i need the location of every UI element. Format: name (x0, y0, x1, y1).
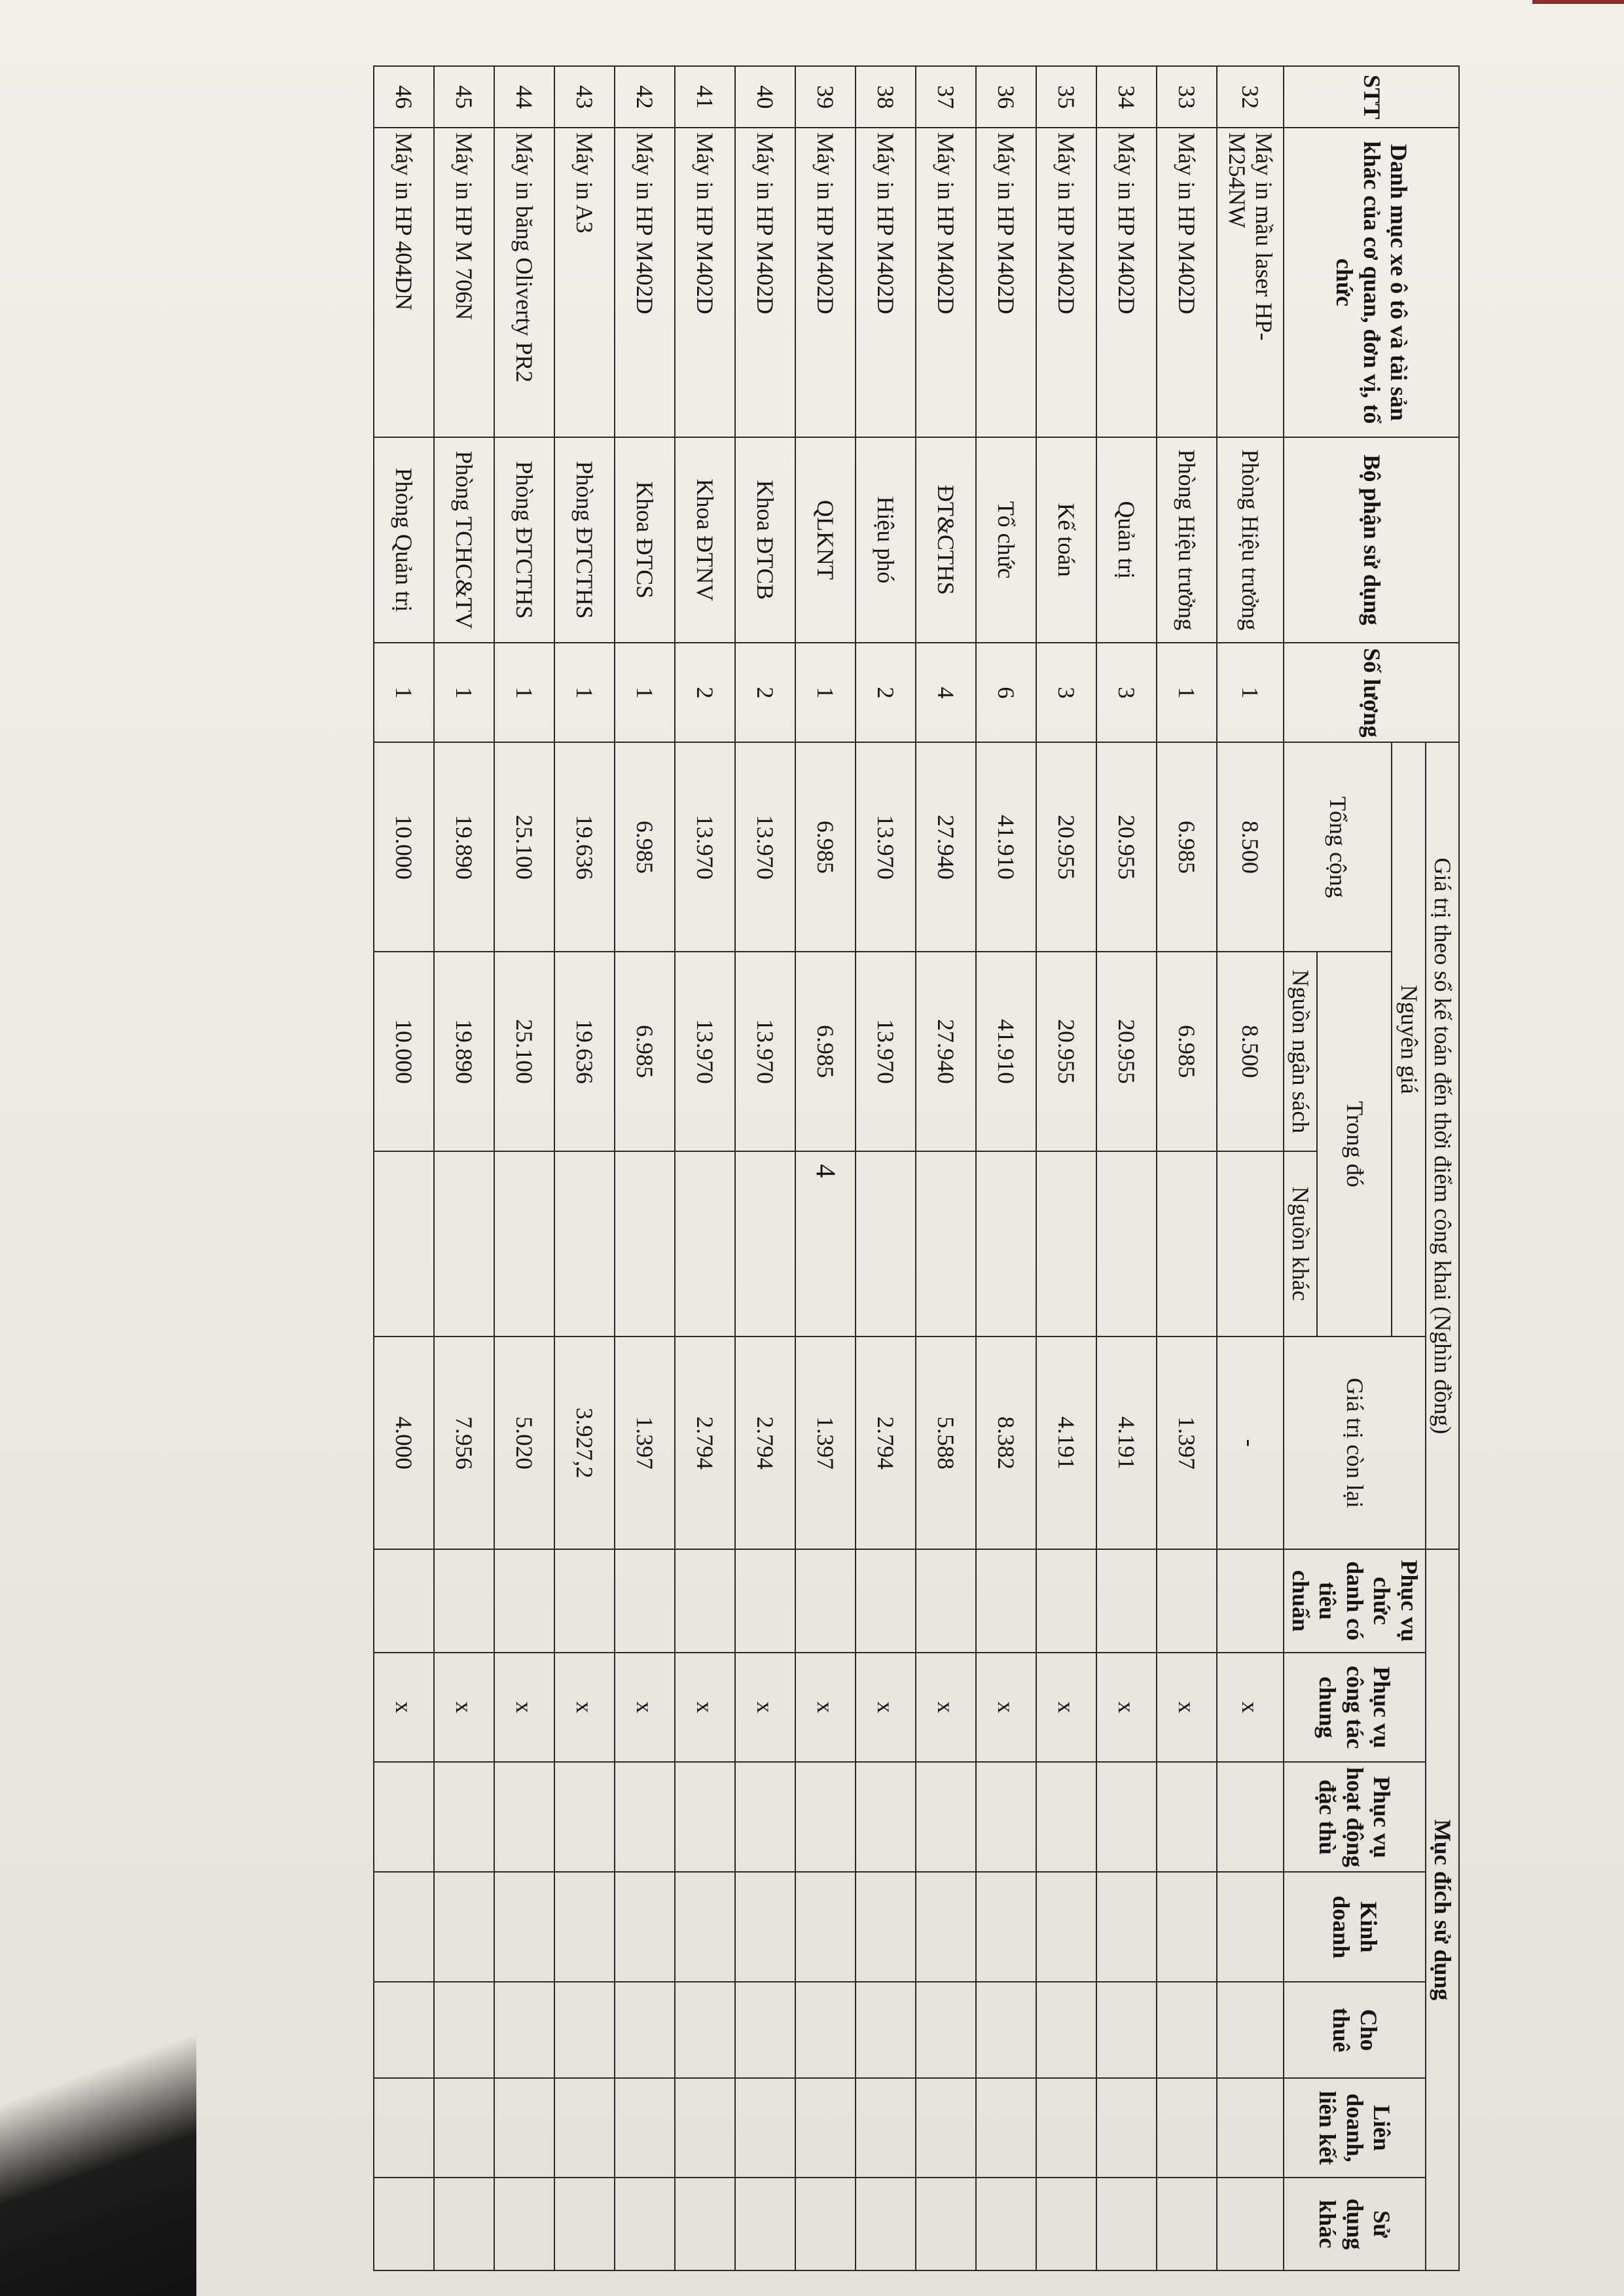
cell-quantity: 3 (1096, 643, 1157, 742)
cell-budget: 6.985 (615, 952, 675, 1151)
cell-other-source (795, 1151, 856, 1336)
cell-asset-name: Máy in HP M402D (675, 128, 735, 437)
cell-purpose-title (615, 1549, 675, 1652)
table-row (615, 66, 675, 2270)
cell-other-source (1217, 1151, 1284, 1336)
cell-purpose-title (494, 1549, 554, 1652)
cell-quantity: 6 (976, 643, 1036, 742)
cell-purpose-title (856, 1549, 916, 1652)
header-of-which: Trong đó (1317, 952, 1392, 1336)
cell-asset-name: Máy in HP M402D (1157, 128, 1217, 437)
cell-other-source (976, 1151, 1036, 1336)
cell-quantity: 1 (554, 643, 615, 742)
cell-quantity: 1 (374, 643, 434, 742)
cell-quantity: 1 (615, 643, 675, 742)
cell-other-source (675, 1151, 735, 1336)
cell-stt: 45 (434, 66, 494, 128)
cell-other-source (1096, 1151, 1157, 1336)
table-row (434, 66, 494, 2270)
header-purpose-lease: Cho thuê (1284, 1982, 1426, 2078)
header-purpose-title: Phục vụ chức danh có tiêu chuẩn (1284, 1549, 1426, 1652)
cell-quantity: 1 (1217, 643, 1284, 742)
cell-remaining: 1.397 (795, 1336, 856, 1549)
cell-department: Phòng ĐTCTHS (494, 437, 554, 643)
cell-purpose-general: x (1096, 1653, 1157, 1763)
cell-stt: 43 (554, 66, 615, 128)
table-row (374, 66, 434, 2270)
cell-remaining: 1.397 (615, 1336, 675, 1549)
cell-remaining: 8.382 (976, 1336, 1036, 1549)
cell-other-source (554, 1151, 615, 1336)
cell-purpose-title (795, 1549, 856, 1652)
header-purpose-general: Phục vụ công tác chung (1284, 1653, 1426, 1763)
cell-asset-name: Máy in HP M402D (1096, 128, 1157, 437)
cell-quantity: 2 (675, 643, 735, 742)
table-row (856, 66, 916, 2270)
header-department: Bộ phận sử dụng (1284, 437, 1459, 643)
cell-stt: 35 (1036, 66, 1096, 128)
header-purpose-business: Kinh doanh (1284, 1872, 1426, 1982)
binder-edge (1532, 0, 1624, 4)
cell-stt: 46 (374, 66, 434, 128)
header-stt: STT (1284, 66, 1459, 128)
cell-quantity: 3 (1036, 643, 1096, 742)
table-row (1096, 66, 1157, 2270)
cell-purpose-title (374, 1549, 434, 1652)
cell-asset-name: Máy in HP M 706N (434, 128, 494, 437)
cell-purpose-general: x (735, 1653, 795, 1763)
cell-purpose-title (1157, 1549, 1217, 1652)
cell-quantity: 1 (434, 643, 494, 742)
cell-budget: 27.940 (916, 952, 976, 1151)
cell-asset-name: Máy in HP 404DN (374, 128, 434, 437)
header-remaining-value: Giá trị còn lại (1284, 1336, 1426, 1549)
cell-stt: 38 (856, 66, 916, 128)
header-total: Tổng cộng (1284, 742, 1392, 952)
cell-purpose-general: x (494, 1653, 554, 1763)
cell-remaining: 1.397 (1157, 1336, 1217, 1549)
header-original-cost: Nguyên giá (1392, 742, 1425, 1336)
cell-remaining: 7.956 (434, 1336, 494, 1549)
cell-remaining: 4.191 (1036, 1336, 1096, 1549)
cell-stt: 44 (494, 66, 554, 128)
cell-total: 10.000 (374, 742, 434, 952)
table-row (1217, 66, 1284, 2270)
cell-asset-name: Máy in HP M402D (916, 128, 976, 437)
cell-purpose-title (1036, 1549, 1096, 1652)
table-row (916, 66, 976, 2270)
cell-remaining: 5.020 (494, 1336, 554, 1549)
table-row (976, 66, 1036, 2270)
cell-total: 13.970 (735, 742, 795, 952)
cell-asset-name: Máy in mầu laser HP-M254NW (1217, 128, 1284, 437)
cell-other-source (856, 1151, 916, 1336)
cell-total: 19.890 (434, 742, 494, 952)
table-row (1157, 66, 1217, 2270)
cell-department: ĐT&CTHS (916, 437, 976, 643)
cell-asset-name: Máy in HP M402D (735, 128, 795, 437)
cell-purpose-general: x (1036, 1653, 1096, 1763)
cell-asset-name: Máy in HP M402D (615, 128, 675, 437)
cell-department: Phòng ĐTCTHS (554, 437, 615, 643)
cell-purpose-general: x (1217, 1653, 1284, 1763)
cell-department: Khoa ĐTNV (675, 437, 735, 643)
cell-stt: 36 (976, 66, 1036, 128)
cell-remaining: 2.794 (856, 1336, 916, 1549)
cell-remaining: 5.588 (916, 1336, 976, 1549)
cell-department: Phòng Hiệu trưởng (1157, 437, 1217, 643)
cell-total: 20.955 (1096, 742, 1157, 952)
cell-stt: 39 (795, 66, 856, 128)
header-quantity: Số lượng (1284, 643, 1459, 742)
cell-stt: 32 (1217, 66, 1284, 128)
cell-department: Quản trị (1096, 437, 1157, 643)
cell-department: Kế toán (1036, 437, 1096, 643)
cell-total: 20.955 (1036, 742, 1096, 952)
cell-budget: 6.985 (795, 952, 856, 1151)
cell-budget: 41.910 (976, 952, 1036, 1151)
cell-purpose-title (675, 1549, 735, 1652)
cell-budget: 8.500 (1217, 952, 1284, 1151)
cell-asset-name: Máy in HP M402D (1036, 128, 1096, 437)
cell-total: 6.985 (1157, 742, 1217, 952)
cell-purpose-general: x (554, 1653, 615, 1763)
cell-quantity: 1 (494, 643, 554, 742)
cell-total: 41.910 (976, 742, 1036, 952)
cell-budget: 19.890 (434, 952, 494, 1151)
cell-department: QLKNT (795, 437, 856, 643)
cell-purpose-title (1096, 1549, 1157, 1652)
cell-stt: 33 (1157, 66, 1217, 128)
cell-other-source (615, 1151, 675, 1336)
cell-total: 13.970 (856, 742, 916, 952)
cell-quantity: 1 (1157, 643, 1217, 742)
cell-stt: 34 (1096, 66, 1157, 128)
cell-other-source (735, 1151, 795, 1336)
cell-purpose-title (735, 1549, 795, 1652)
table-row (494, 66, 554, 2270)
cell-department: Phòng Quản trị (374, 437, 434, 643)
cell-budget: 13.970 (675, 952, 735, 1151)
cell-remaining: 3.927,2 (554, 1336, 615, 1549)
cell-remaining: 4.191 (1096, 1336, 1157, 1549)
cell-total: 19.636 (554, 742, 615, 952)
cell-other-source (494, 1151, 554, 1336)
cell-total: 25.100 (494, 742, 554, 952)
header-other-source: Nguồn khác (1284, 1151, 1317, 1336)
header-budget-source: Nguồn ngân sách (1284, 952, 1317, 1151)
cell-remaining: - (1217, 1336, 1284, 1549)
cell-budget: 20.955 (1096, 952, 1157, 1151)
cell-stt: 41 (675, 66, 735, 128)
cell-purpose-general: x (434, 1653, 494, 1763)
header-asset-name: Danh mục xe ô tô và tài sản khác của cơ quan, đơn vị, tổ chức (1284, 128, 1459, 437)
header-purpose-other: Sử dụng khác (1284, 2178, 1426, 2270)
cell-quantity: 2 (856, 643, 916, 742)
cell-purpose-general: x (795, 1653, 856, 1763)
cell-purpose-general: x (675, 1653, 735, 1763)
cell-asset-name: Máy in HP M402D (976, 128, 1036, 437)
cell-other-source (1036, 1151, 1096, 1336)
cell-purpose-general: x (856, 1653, 916, 1763)
cell-asset-name: Máy in băng Oliverty PR2 (494, 128, 554, 437)
cell-remaining: 2.794 (675, 1336, 735, 1549)
table-row (1036, 66, 1096, 2270)
page-number: 4 (810, 1164, 840, 1178)
table-row (554, 66, 615, 2270)
cell-department: Khoa ĐTCB (735, 437, 795, 643)
cell-remaining: 2.794 (735, 1336, 795, 1549)
cell-department: Tổ chức (976, 437, 1036, 643)
cell-budget: 6.985 (1157, 952, 1217, 1151)
cell-budget: 19.636 (554, 952, 615, 1151)
header-value-group: Giá trị theo sổ kế toán đến thời điểm công khai (Nghìn đồng) (1426, 742, 1459, 1549)
cell-total: 8.500 (1217, 742, 1284, 952)
scan-shadow (0, 1964, 196, 2296)
asset-table (373, 65, 1460, 2271)
cell-stt: 37 (916, 66, 976, 128)
cell-other-source (1157, 1151, 1217, 1336)
cell-purpose-title (1217, 1549, 1284, 1652)
cell-asset-name: Máy in A3 (554, 128, 615, 437)
cell-purpose-title (976, 1549, 1036, 1652)
cell-purpose-title (434, 1549, 494, 1652)
table-row (735, 66, 795, 2270)
cell-asset-name: Máy in HP M402D (795, 128, 856, 437)
cell-purpose-general: x (916, 1653, 976, 1763)
cell-other-source (916, 1151, 976, 1336)
cell-quantity: 1 (795, 643, 856, 742)
cell-department: Phòng Hiệu trưởng (1217, 437, 1284, 643)
cell-budget: 10.000 (374, 952, 434, 1151)
table-row (675, 66, 735, 2270)
cell-total: 6.985 (795, 742, 856, 952)
cell-purpose-general: x (1157, 1653, 1217, 1763)
cell-remaining: 4.000 (374, 1336, 434, 1549)
cell-purpose-title (916, 1549, 976, 1652)
cell-purpose-general: x (976, 1653, 1036, 1763)
cell-other-source (374, 1151, 434, 1336)
cell-other-source (434, 1151, 494, 1336)
cell-purpose-title (554, 1549, 615, 1652)
cell-stt: 40 (735, 66, 795, 128)
cell-quantity: 4 (916, 643, 976, 742)
cell-budget: 13.970 (856, 952, 916, 1151)
cell-total: 27.940 (916, 742, 976, 952)
cell-asset-name: Máy in HP M402D (856, 128, 916, 437)
cell-budget: 20.955 (1036, 952, 1096, 1151)
cell-total: 6.985 (615, 742, 675, 952)
cell-purpose-general: x (374, 1653, 434, 1763)
cell-purpose-general: x (615, 1653, 675, 1763)
cell-budget: 25.100 (494, 952, 554, 1151)
header-purpose-group: Mục đích sử dụng (1426, 1549, 1459, 2270)
header-purpose-joint: Liên doanh, liên kết (1284, 2078, 1426, 2178)
cell-department: Khoa ĐTCS (615, 437, 675, 643)
header-purpose-special: Phục vụ hoạt động đặc thù (1284, 1762, 1426, 1872)
cell-stt: 42 (615, 66, 675, 128)
cell-budget: 13.970 (735, 952, 795, 1151)
cell-total: 13.970 (675, 742, 735, 952)
cell-department: Phòng TCHC&TV (434, 437, 494, 643)
cell-department: Hiệu phó (856, 437, 916, 643)
cell-quantity: 2 (735, 643, 795, 742)
